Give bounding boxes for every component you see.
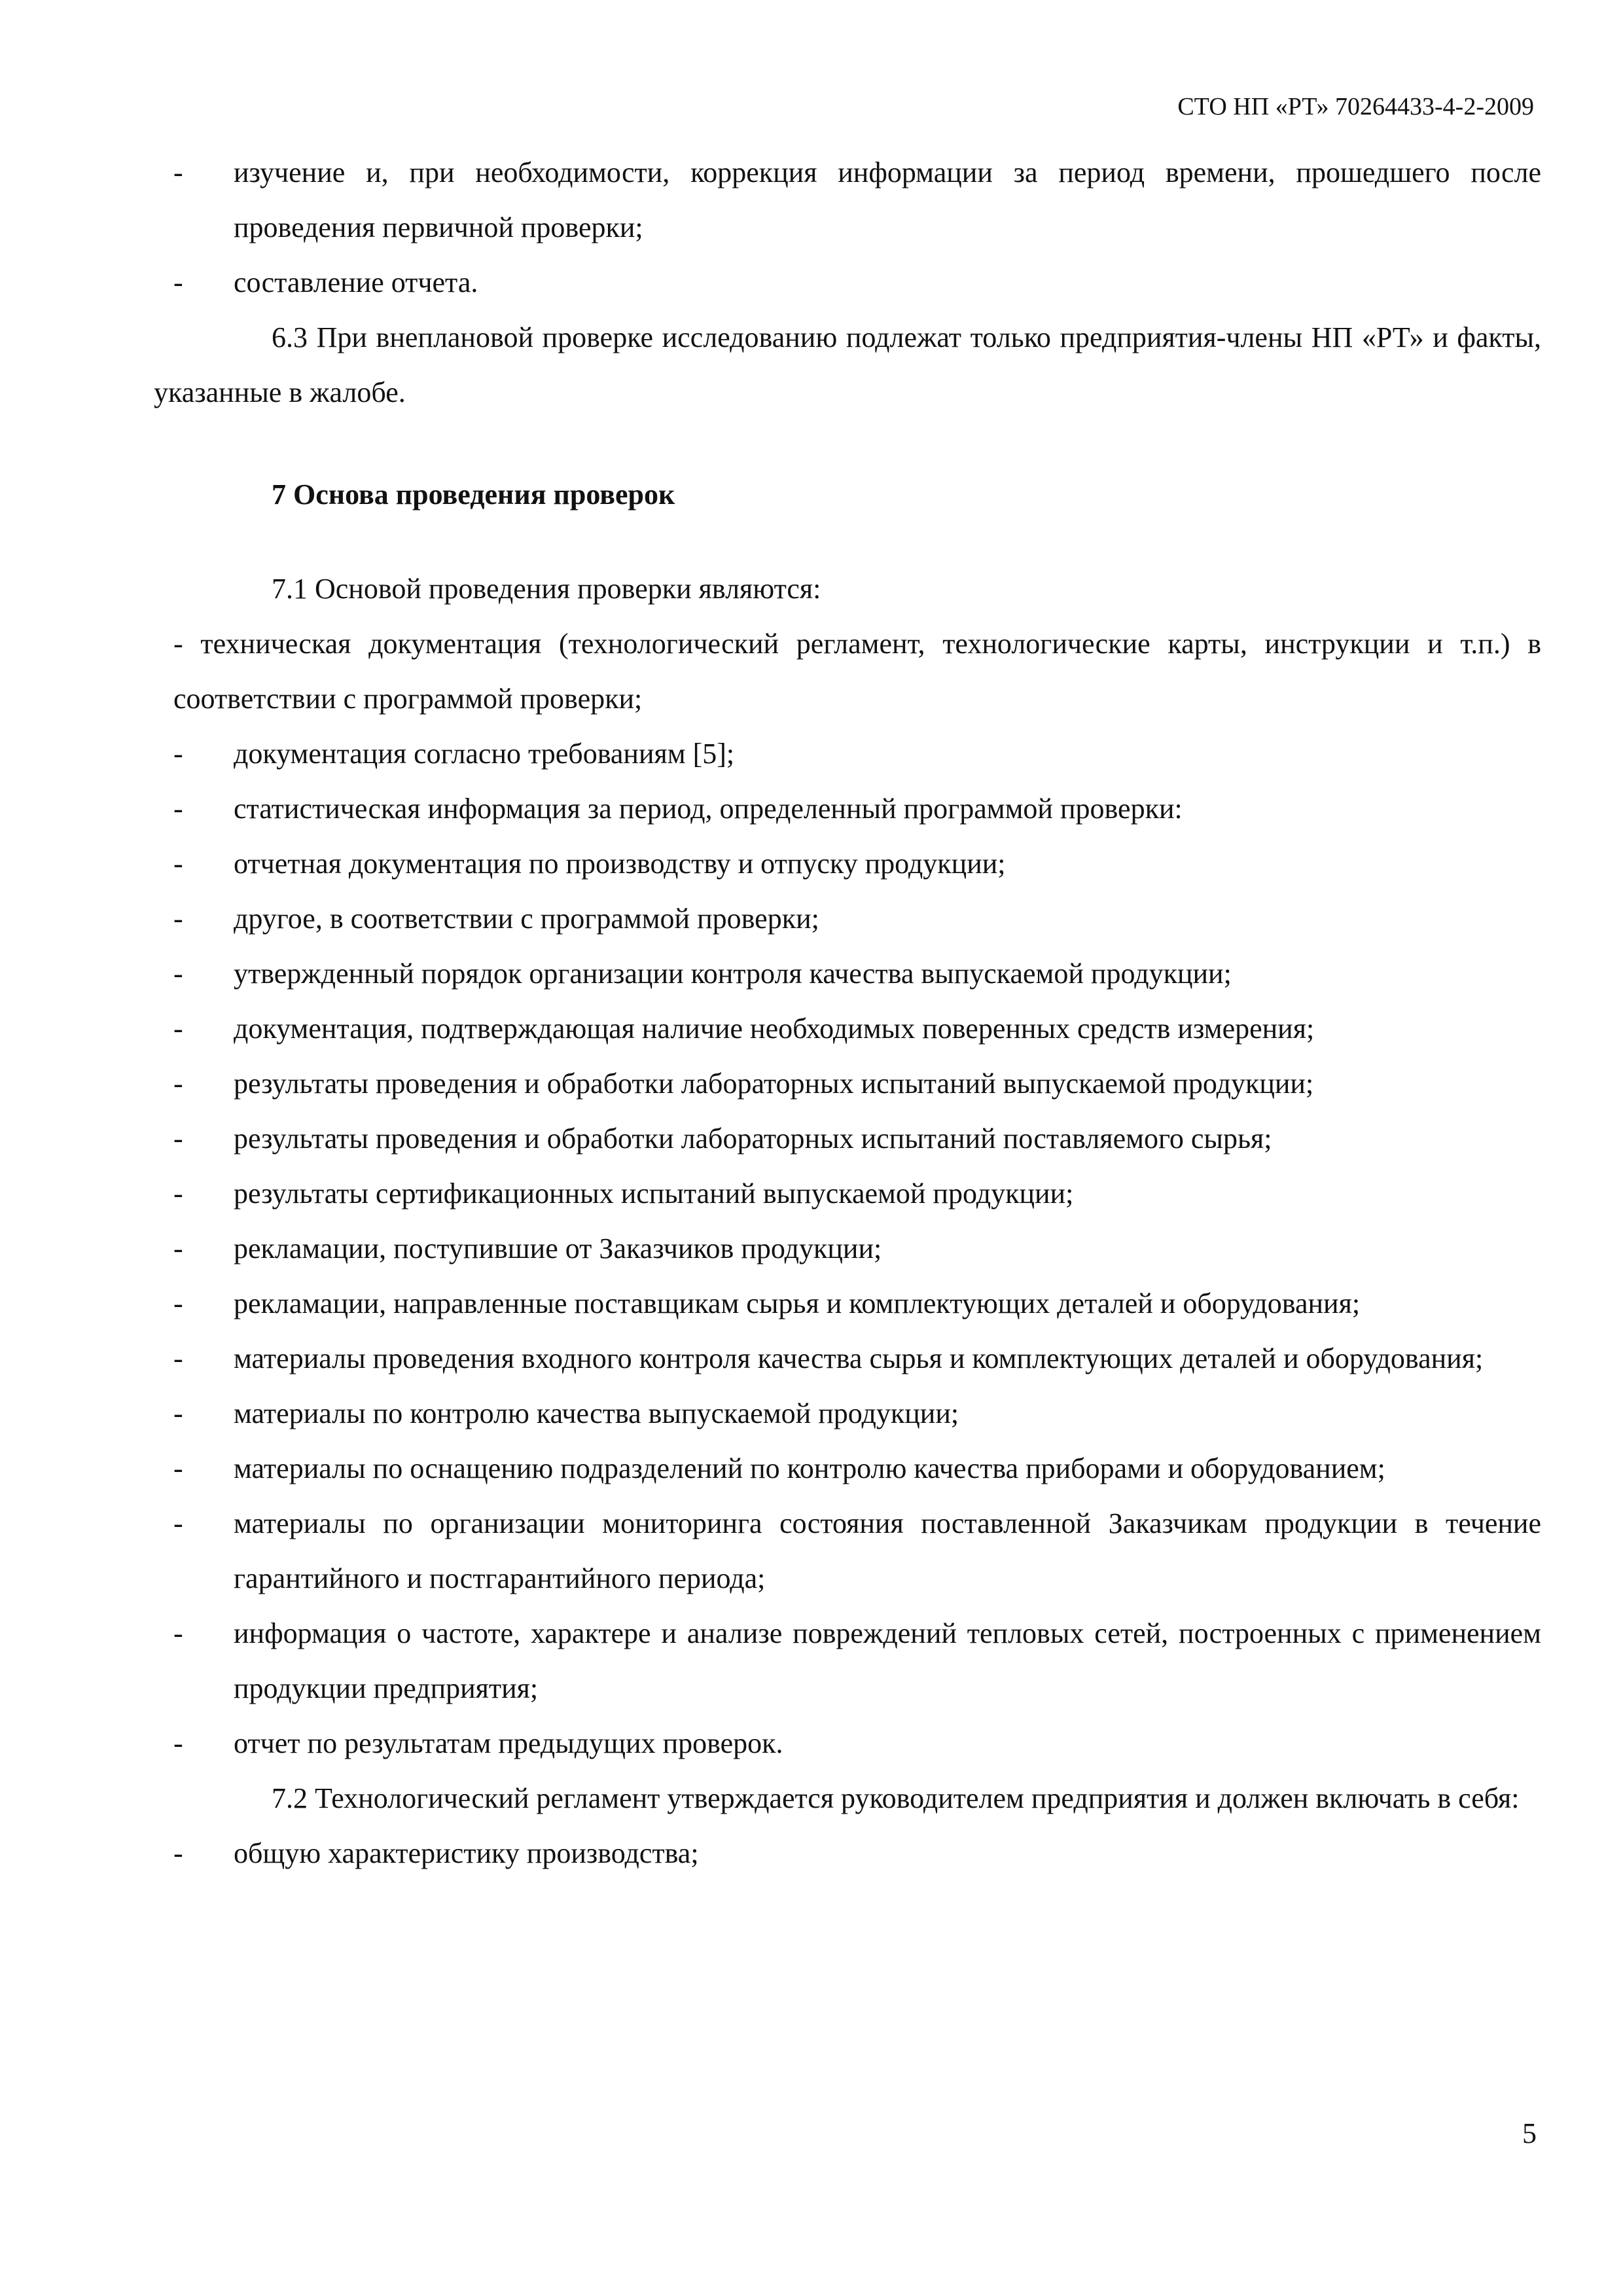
list-dash: - — [173, 1177, 183, 1210]
list-item-text: материалы по оснащению подразделений по контролю качества приборами и оборудованием; — [234, 1452, 1385, 1484]
list-item-first: - техническая документация (технологический регламент, технологические карты, инструкции и т.п.) в соответствии с программой проверки; — [173, 628, 1541, 715]
list-dash: - — [173, 266, 183, 298]
list-dash: - — [173, 1122, 183, 1155]
list-dash: - — [173, 1067, 183, 1100]
list-item — [154, 1496, 1541, 1606]
list-item — [154, 1606, 1541, 1716]
basis-list — [154, 726, 1541, 1771]
list-item — [154, 781, 1541, 836]
paragraph-7-2: 7.2 Технологический регламент утверждается руководителем предприятия и должен включать в себя: — [272, 1782, 1520, 1814]
list-item-text: результаты проведения и обработки лабораторных испытаний выпускаемой продукции; — [234, 1067, 1314, 1100]
list-item — [154, 946, 1541, 1001]
list-dash: - — [173, 1232, 183, 1265]
list-item — [154, 726, 1541, 781]
document-code-header: СТО НП «РТ» 70264433-4-2-2009 — [1177, 93, 1534, 120]
list-dash: - — [173, 1013, 183, 1045]
list-item — [154, 1826, 1541, 1881]
list-item — [154, 255, 1541, 310]
list-dash: - — [173, 958, 183, 990]
list-dash: - — [173, 1507, 183, 1539]
list-item-text: материалы проведения входного контроля качества сырья и комплектующих деталей и оборудования; — [234, 1342, 1484, 1374]
list-item — [154, 1166, 1541, 1221]
list-item-text: общую характеристику производства; — [234, 1837, 699, 1869]
section-heading: 7 Основа проведения проверок — [272, 478, 675, 511]
list-item-text: другое, в соответствии с программой проверки; — [234, 903, 819, 935]
list-dash: - — [173, 738, 183, 770]
list-dash: - — [173, 848, 183, 880]
list-dash: - — [173, 903, 183, 935]
list-item-text: результаты сертификационных испытаний выпускаемой продукции; — [234, 1177, 1074, 1210]
list-item-text: документация согласно требованиям [5]; — [234, 738, 735, 770]
list-item-text: материалы по контролю качества выпускаемой продукции; — [234, 1397, 959, 1429]
page-number: 5 — [1522, 2117, 1537, 2149]
paragraph-7-1: 7.1 Основой проведения проверки являются: — [272, 573, 821, 605]
list-item — [154, 1221, 1541, 1276]
list-item-text: результаты проведения и обработки лабораторных испытаний поставляемого сырья; — [234, 1122, 1272, 1155]
list-dash: - — [173, 1837, 183, 1869]
list-item-text: отчетная документация по производству и отпуску продукции; — [234, 848, 1006, 880]
list-item — [154, 1716, 1541, 1771]
list-item-text: составление отчета. — [234, 266, 478, 298]
page-content — [154, 145, 1541, 1881]
list-item — [154, 1441, 1541, 1496]
list-item-text: утвержденный порядок организации контроля качества выпускаемой продукции; — [234, 958, 1232, 990]
list-item — [154, 836, 1541, 891]
list-item-text: отчет по результатам предыдущих проверок. — [234, 1727, 783, 1759]
list-dash: - — [173, 156, 183, 188]
list-item-text: рекламации, поступившие от Заказчиков продукции; — [234, 1232, 882, 1265]
list-item-text: статистическая информация за период, определенный программой проверки: — [234, 793, 1183, 825]
list-dash: - — [173, 1287, 183, 1319]
list-dash: - — [173, 1617, 183, 1649]
list-item — [154, 145, 1541, 255]
list-item — [154, 1331, 1541, 1386]
list-item — [154, 891, 1541, 946]
list-item — [154, 1056, 1541, 1111]
list-item-text: рекламации, направленные поставщикам сырья и комплектующих деталей и оборудования; — [234, 1287, 1361, 1319]
list-dash: - — [173, 1727, 183, 1759]
list-dash: - — [173, 1342, 183, 1374]
list-item-text: информация о частоте, характере и анализе повреждений тепловых сетей, построенных с применением продукции предприятия; — [234, 1617, 1541, 1704]
list-item — [154, 1276, 1541, 1331]
list-item-text: изучение и, при необходимости, коррекция информации за период времени, прошедшего после проведения первичной проверки; — [234, 156, 1541, 243]
list-item — [154, 1001, 1541, 1056]
paragraph-6-3: 6.3 При внеплановой проверке исследованию подлежат только предприятия-члены НП «РТ» и факты, указанные в жалобе. — [154, 321, 1541, 408]
list-dash: - — [173, 1397, 183, 1429]
list-item — [154, 1386, 1541, 1441]
list-item-text: материалы по организации мониторинга состояния поставленной Заказчикам продукции в течение гарантийного и постгарантийного периода; — [234, 1507, 1541, 1594]
list-dash: - — [173, 1452, 183, 1484]
list-item-text: документация, подтверждающая наличие необходимых поверенных средств измерения; — [234, 1013, 1315, 1045]
list-dash: - — [173, 793, 183, 825]
list-item — [154, 1111, 1541, 1166]
